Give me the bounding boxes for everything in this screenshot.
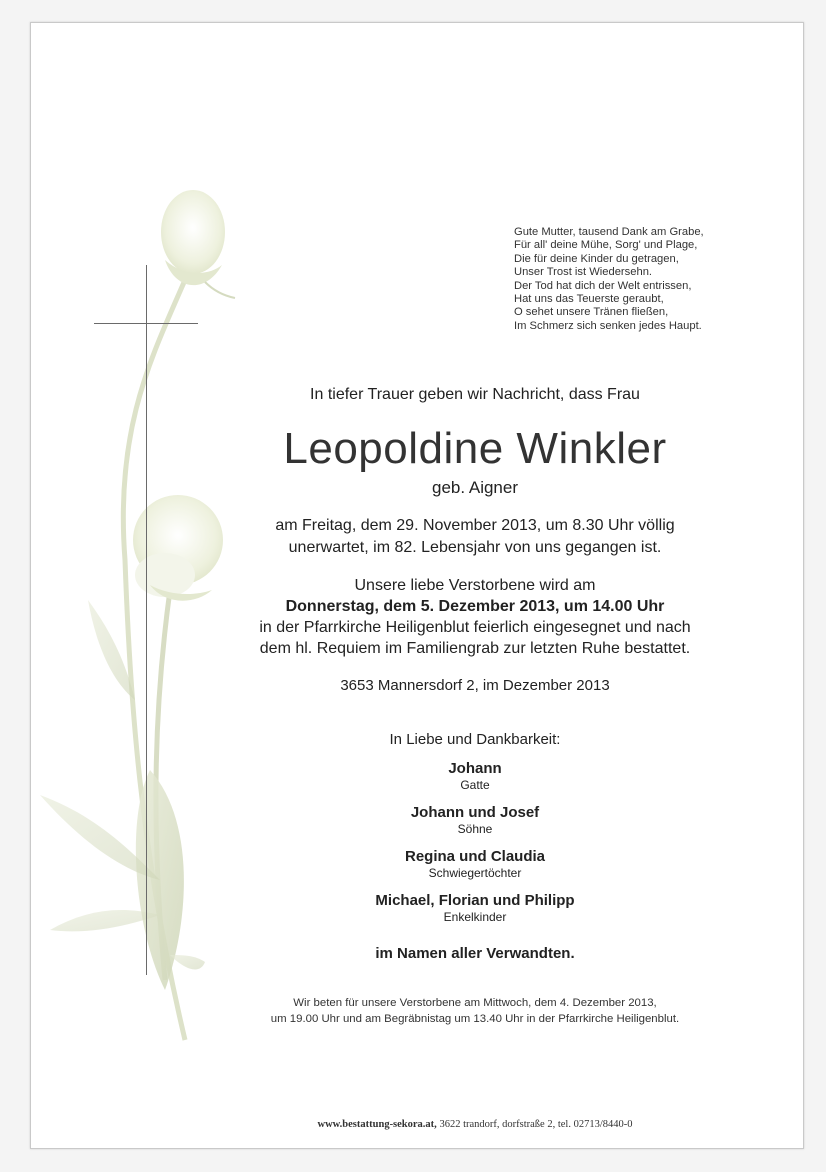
mourner-name: Regina und Claudia	[404, 848, 545, 865]
funeral-line: dem hl. Requiem im Familiengrab zur letzten Ruhe bestattet.	[259, 640, 691, 657]
poem-line: O sehet unsere Tränen fließen,	[514, 306, 669, 319]
mourner-entry	[230, 892, 720, 926]
mourner-name: Johann und Josef	[410, 804, 540, 821]
intro-text: In tiefer Trauer geben wir Nachricht, dass Frau	[310, 386, 640, 403]
poem-line: Der Tod hat dich der Welt entrissen,	[514, 279, 692, 292]
death-line: unerwartet, im 82. Lebensjahr von uns gegangen ist.	[288, 539, 662, 556]
mourner-entry	[230, 848, 720, 882]
mourner-name: Michael, Florian und Philipp	[375, 892, 575, 909]
mourner-entry	[230, 804, 720, 838]
mourner-relation: Enkelkinder	[443, 910, 507, 924]
prayer-line: Wir beten für unsere Verstorbene am Mittwoch, dem 4. Dezember 2013,	[293, 997, 657, 1009]
funeral-details	[230, 575, 720, 659]
cross-horizontal-line	[94, 323, 198, 324]
poem-line: Gute Mutter, tausend Dank am Grabe,	[514, 226, 704, 238]
mourner-relation: Gatte	[460, 778, 490, 792]
death-details	[230, 515, 720, 559]
mourner-name: Johann	[448, 760, 502, 777]
maiden-name: geb. Aigner	[431, 478, 518, 497]
place-date: 3653 Mannersdorf 2, im Dezember 2013	[340, 677, 610, 694]
funeral-line: in der Pfarrkirche Heiligenblut feierlich eingesegnet und nach	[259, 619, 691, 636]
cross-vertical-line	[146, 265, 147, 975]
all-relatives: im Namen aller Verwandten.	[375, 945, 575, 962]
poem-line: Unser Trost ist Wiedersehn.	[514, 266, 653, 279]
gratitude-heading: In Liebe und Dankbarkeit:	[389, 731, 561, 748]
funeral-home-address: 3622 trandorf, dorfstraße 2, tel. 02713/8440-0	[436, 1119, 633, 1130]
mourner-entry	[230, 760, 720, 794]
prayer-notice	[230, 995, 720, 1027]
mourner-relation: Söhne	[457, 822, 493, 836]
funeral-line: Unsere liebe Verstorbene wird am	[354, 577, 596, 594]
poem-line: Hat uns das Teuerste geraubt,	[514, 293, 664, 306]
memorial-poem	[514, 226, 704, 333]
funeral-home-footer	[230, 1119, 720, 1130]
deceased-name: Leopoldine Winkler	[283, 424, 667, 473]
death-line: am Freitag, dem 29. November 2013, um 8.30 Uhr völlig	[275, 517, 675, 534]
mourner-relation: Schwiegertöchter	[428, 866, 522, 880]
poem-line: Die für deine Kinder du getragen,	[514, 252, 679, 265]
poem-line: Für all' deine Mühe, Sorg' und Plage,	[514, 239, 698, 252]
funeral-date: Donnerstag, dem 5. Dezember 2013, um 14.00 Uhr	[285, 598, 665, 615]
mourners-list	[230, 760, 720, 936]
funeral-home-website[interactable]: www.bestattung-sekora.at,	[317, 1119, 437, 1130]
prayer-line: um 19.00 Uhr und am Begräbnistag um 13.40 Uhr in der Pfarrkirche Heiligenblut.	[270, 1013, 680, 1025]
poem-line: Im Schmerz sich senken jedes Haupt.	[514, 319, 702, 332]
